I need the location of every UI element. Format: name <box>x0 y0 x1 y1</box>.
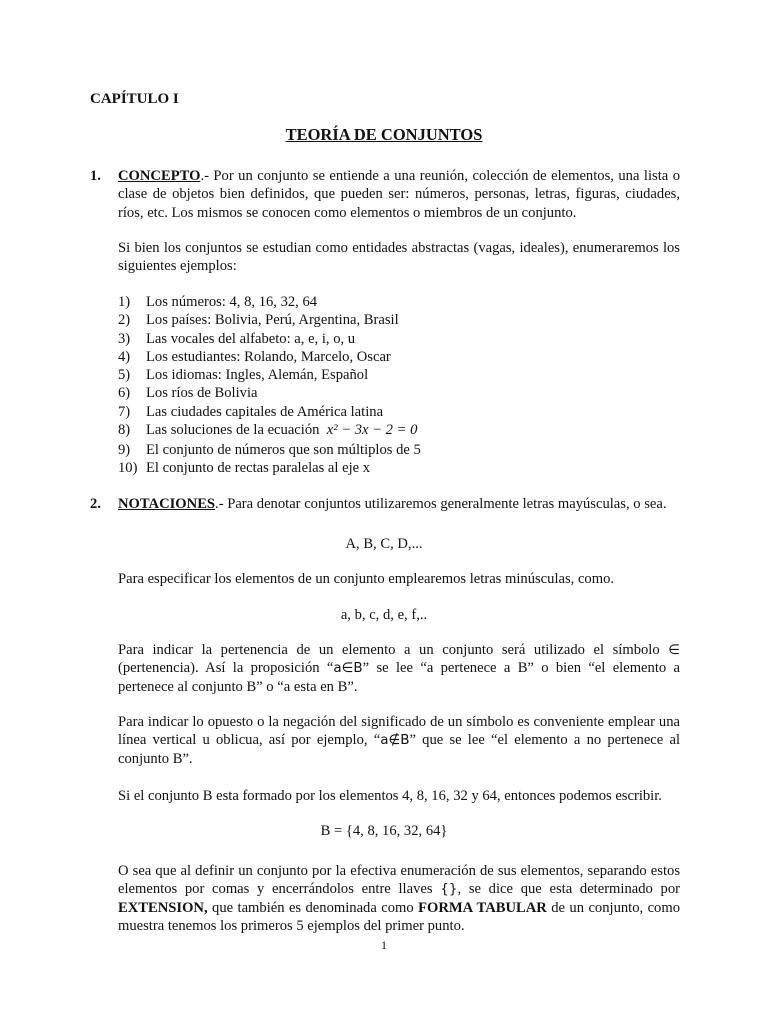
list-item: 10) El conjunto de rectas paralelas al eje x <box>118 460 371 477</box>
list-item: 2) Los países: Bolivia, Perú, Argentina, Brasil <box>118 312 399 329</box>
page-number: 1 <box>381 938 387 952</box>
uppercase-letters: A, B, C, D,... <box>345 536 423 552</box>
section-1-paragraph-2: Si bien los conjuntos se estudian como entidades abstractas (vagas, ideales), enumeraremos los siguientes ejemplos: <box>118 240 680 275</box>
section-1-heading: CONCEPTO <box>118 168 201 184</box>
membership-expression: a∈B <box>333 660 363 677</box>
braces-symbol: {} <box>440 881 458 898</box>
extension-term: EXTENSION, <box>118 899 208 916</box>
list-item: 8) Las soluciones de la ecuación x² − 3x − 2 = 0 <box>118 421 680 441</box>
chapter-heading: CAPÍTULO I <box>90 91 179 107</box>
non-membership-expression: a∉B <box>380 732 410 749</box>
extension-paragraph: O sea que al definir un conjunto por la efectiva enumeración de sus elementos, separando estos elementos por comas y encerrándolos entre llaves {}, se dice que esta determinado por EXTENSION, que también es denominada como FORMA TABULAR de un conjunto, como muestra tenemos los primeros 5 ejemplos del primer punto. <box>118 863 680 935</box>
section-1-intro-text: .- Por un conjunto se entiende a una reunión, colección de elementos, una lista o clase de objetos bien definidos, que pueden ser: números, personas, letras, figuras, ciudades, ríos, etc. Los mismos se conocen como elementos o miembros de un conjunto. <box>118 168 680 221</box>
list-item: 9) El conjunto de números que son múltiplos de 5 <box>118 442 421 459</box>
membership-paragraph: Para indicar la pertenencia de un elemento a un conjunto será utilizado el símbolo ∈ (pertenencia). Así la proposición “a∈B” se lee “a pertenece a B” o bien “el elemento a pertenece al conjunto B” o “a esta en B”. <box>118 642 681 695</box>
list-item: 1) Los números: 4, 8, 16, 32, 64 <box>118 294 318 310</box>
section-2-heading: NOTACIONES <box>118 496 216 512</box>
negation-paragraph: Para indicar lo opuesto o la negación del significado de un símbolo es conveniente emplear una línea vertical u oblicua, así por ejemplo, “a∉B” que se lee “el elemento a no pertenece al conjunto B”. <box>118 714 680 767</box>
list-item: 3) Las vocales del alfabeto: a, e, i, o, u <box>118 330 356 347</box>
examples-list <box>118 293 680 478</box>
section-2-intro: NOTACIONES.- Para denotar conjuntos utilizaremos generalmente letras mayúsculas, o sea. <box>118 496 667 512</box>
list-item: 5) Los idiomas: Ingles, Alemán, Español <box>118 367 369 384</box>
set-b-paragraph: Si el conjunto B esta formado por los elementos 4, 8, 16, 32 y 64, entonces podemos escribir. <box>118 788 662 804</box>
lowercase-letters: a, b, c, d, e, f,.. <box>340 607 428 623</box>
list-item: 7) Las ciudades capitales de América latina <box>118 403 384 420</box>
section-2-paragraph-2: Para especificar los elementos de un conjunto emplearemos letras minúsculas, como. <box>118 571 615 587</box>
section-2-number: 2. <box>90 496 101 512</box>
list-item: 4) Los estudiantes: Rolando, Marcelo, Oscar <box>118 348 391 365</box>
list-item: 6) Los ríos de Bolivia <box>118 385 258 402</box>
tabular-form-term: FORMA TABULAR <box>418 899 547 916</box>
page-title: TEORÍA DE CONJUNTOS <box>285 125 483 144</box>
set-equation: B = {4, 8, 16, 32, 64} <box>320 823 448 839</box>
section-1-intro <box>118 167 680 222</box>
equation: x² − 3x − 2 = 0 <box>326 422 418 439</box>
section-1-number: 1. <box>90 168 101 184</box>
element-of-symbol: ∈ <box>668 642 680 658</box>
